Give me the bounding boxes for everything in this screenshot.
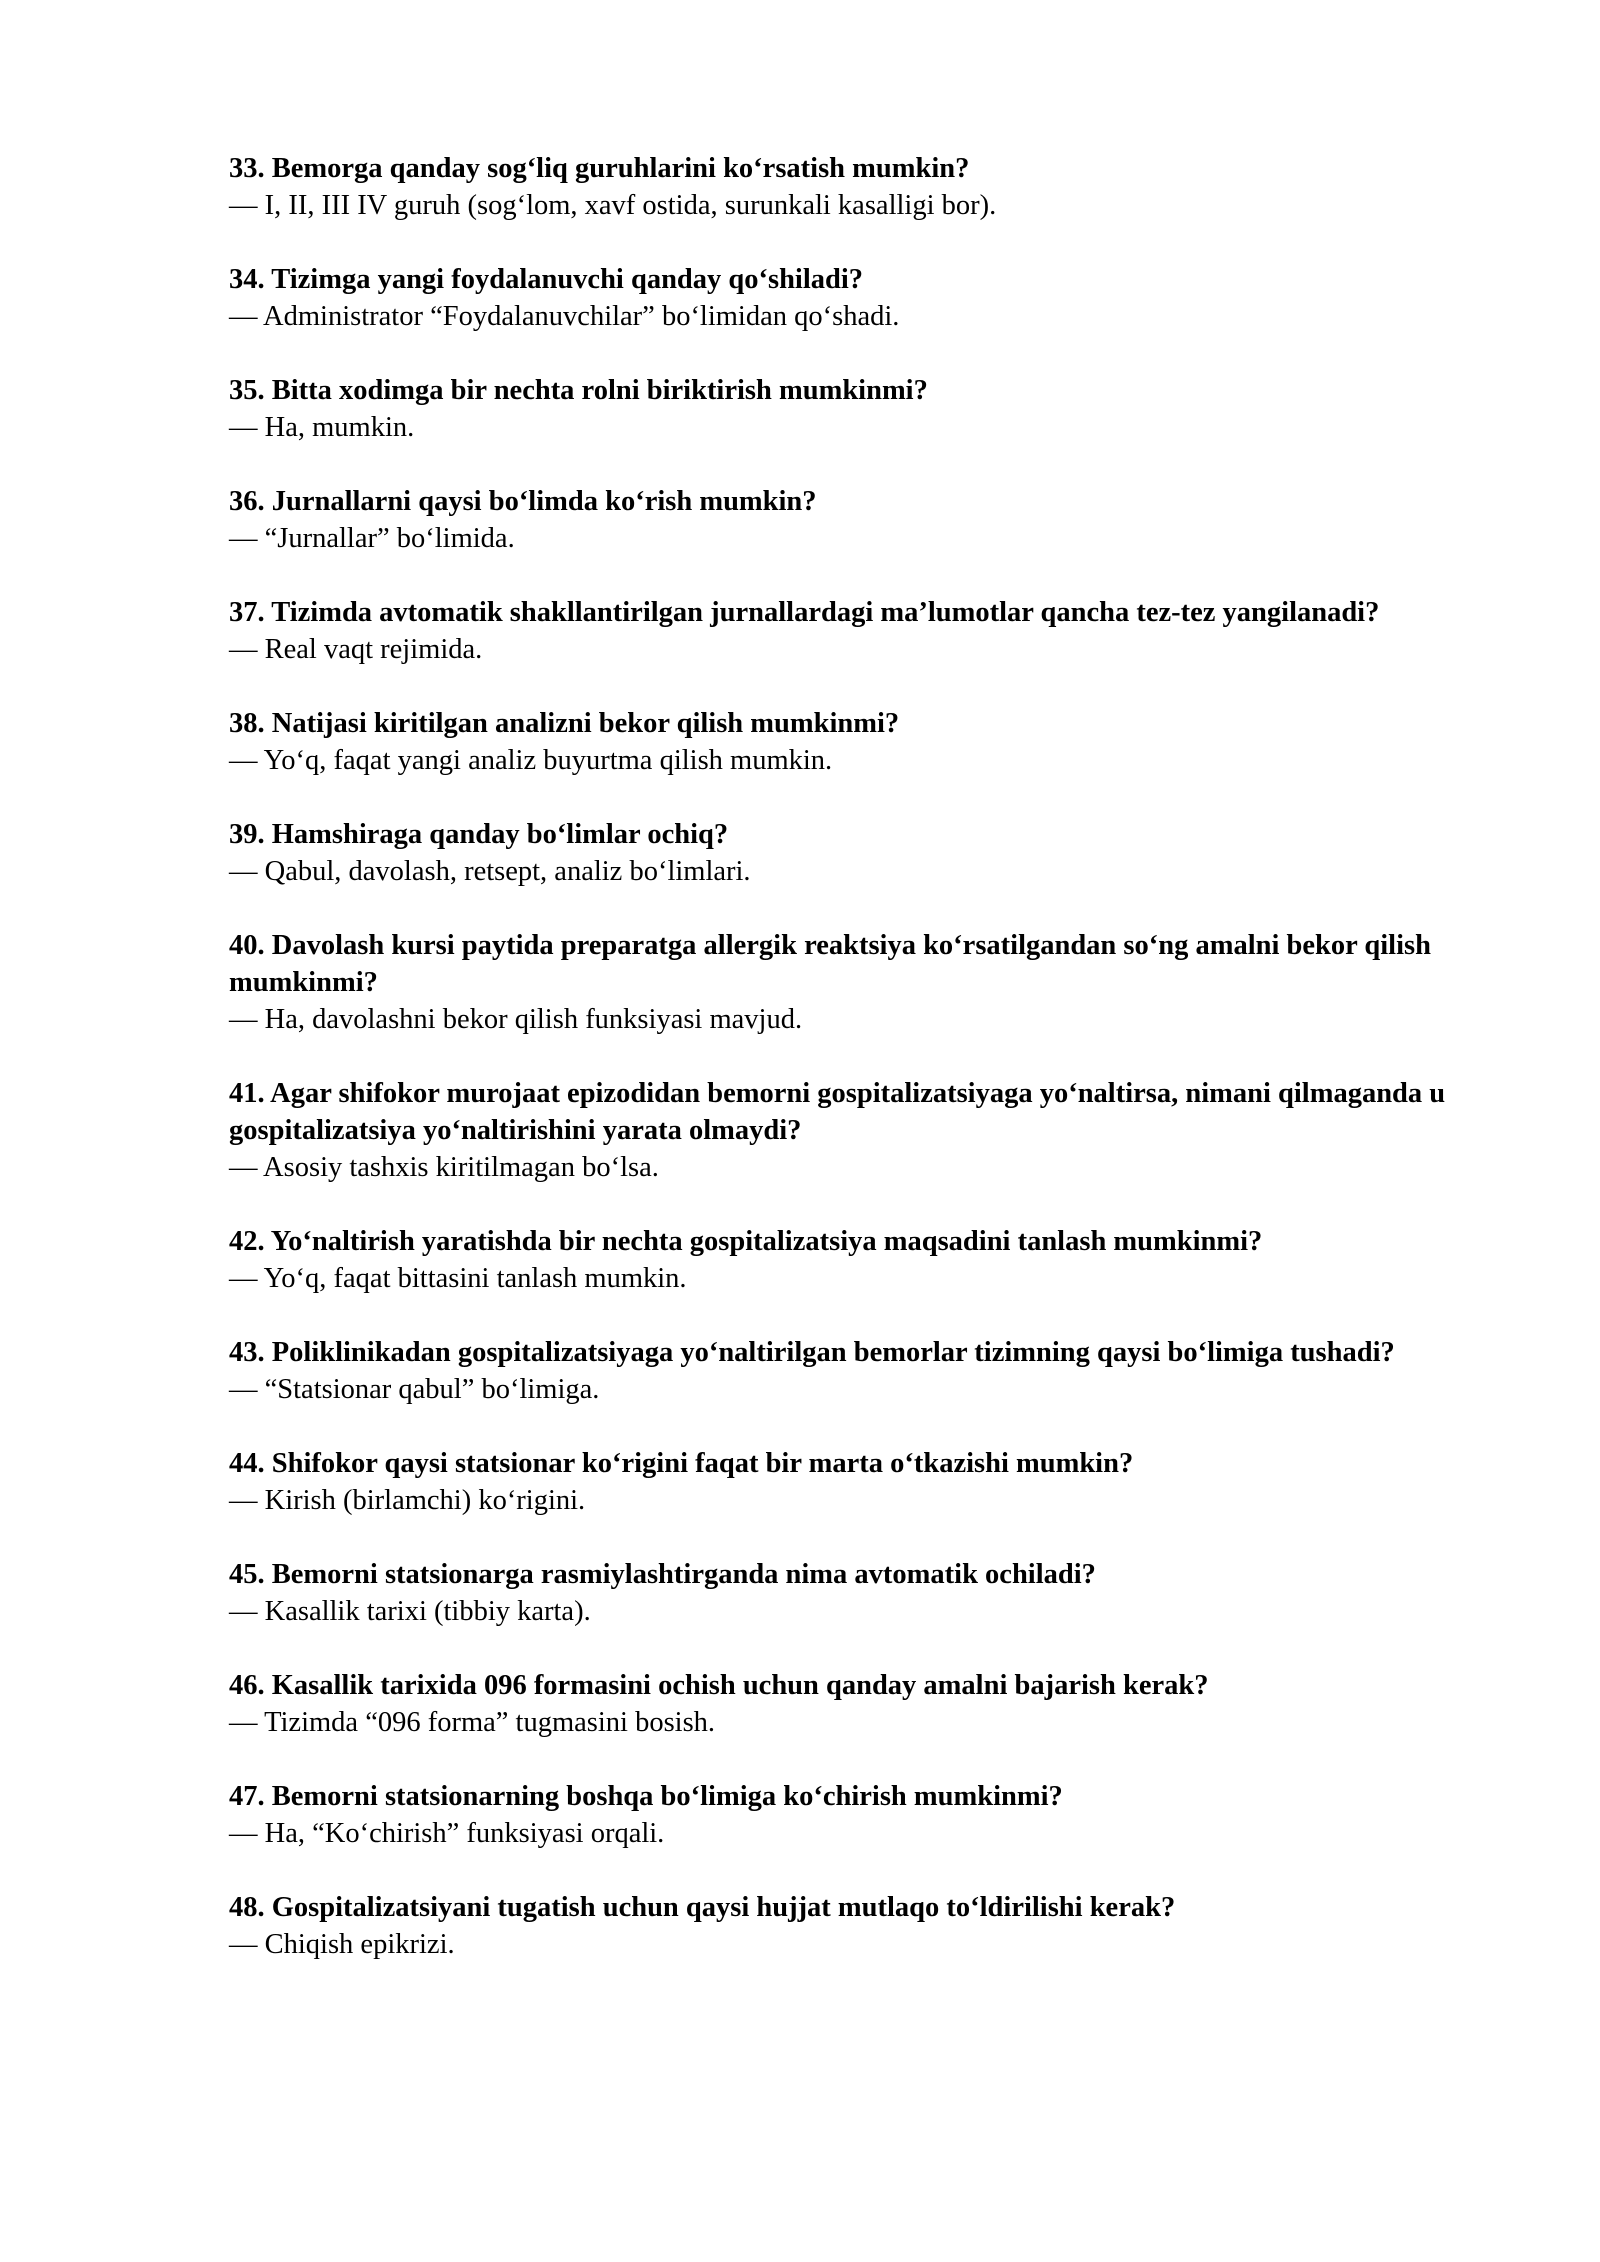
qa-item-33 [229,150,1454,224]
question-text: 40. Davolash kursi paytida preparatga allergik reaktsiya ko‘rsatilgandan so‘ng amalni bekor qilish mumkinmi? [229,930,1431,998]
qa-item-45 [229,1556,1454,1630]
answer-text: — Ha, mumkin. [229,412,415,443]
answer-text: — Kasallik tarixi (tibbiy karta). [229,1596,591,1627]
qa-item-34 [229,261,1454,335]
qa-item-40 [229,927,1454,1038]
answer-text: — Real vaqt rejimida. [229,634,483,665]
question-text: 34. Tizimga yangi foydalanuvchi qanday qo‘shiladi? [229,264,864,295]
qa-item-42 [229,1223,1454,1297]
answer-text: — Ha, “Ko‘chirish” funksiyasi orqali. [229,1818,665,1849]
question-text: 36. Jurnallarni qaysi bo‘limda ko‘rish mumkin? [229,486,817,517]
answer-text: — Qabul, davolash, retsept, analiz bo‘limlari. [229,856,751,887]
answer-text: — Ha, davolashni bekor qilish funksiyasi mavjud. [229,1004,803,1035]
question-text: 44. Shifokor qaysi statsionar ko‘rigini faqat bir marta o‘tkazishi mumkin? [229,1448,1134,1479]
answer-text: — Chiqish epikrizi. [229,1929,455,1960]
qa-item-38 [229,705,1454,779]
answer-text: — Kirish (birlamchi) ko‘rigini. [229,1485,586,1516]
qa-item-37 [229,594,1454,668]
answer-text: — Administrator “Foydalanuvchilar” bo‘limidan qo‘shadi. [229,301,900,332]
answer-text: — “Statsionar qabul” bo‘limiga. [229,1374,600,1405]
question-text: 39. Hamshiraga qanday bo‘limlar ochiq? [229,819,729,850]
document-page [229,150,1454,2000]
answer-text: — Tizimda “096 forma” tugmasini bosish. [229,1707,716,1738]
qa-item-43 [229,1334,1454,1408]
question-text: 47. Bemorni statsionarning boshqa bo‘limiga ko‘chirish mumkinmi? [229,1781,1063,1812]
question-text: 35. Bitta xodimga bir nechta rolni biriktirish mumkinmi? [229,375,928,406]
answer-text: — I, II, III IV guruh (sog‘lom, xavf ostida, surunkali kasalligi bor). [229,190,997,221]
qa-item-36 [229,483,1454,557]
question-text: 48. Gospitalizatsiyani tugatish uchun qaysi hujjat mutlaqo to‘ldirilishi kerak? [229,1892,1176,1923]
qa-item-46 [229,1667,1454,1741]
question-text: 33. Bemorga qanday sog‘liq guruhlarini ko‘rsatish mumkin? [229,153,970,184]
answer-text: — Asosiy tashxis kiritilmagan bo‘lsa. [229,1152,659,1183]
qa-item-48 [229,1889,1454,1963]
question-text: 45. Bemorni statsionarga rasmiylashtirganda nima avtomatik ochiladi? [229,1559,1096,1590]
qa-item-41 [229,1075,1454,1186]
qa-item-35 [229,372,1454,446]
question-text: 41. Agar shifokor murojaat epizodidan bemorni gospitalizatsiyaga yo‘naltirsa, nimani qilmaganda u gospitalizatsiya yo‘naltirishini yarata olmaydi? [229,1078,1446,1146]
question-text: 38. Natijasi kiritilgan analizni bekor qilish mumkinmi? [229,708,900,739]
question-text: 43. Poliklinikadan gospitalizatsiyaga yo‘naltirilgan bemorlar tizimning qaysi bo‘limiga tushadi? [229,1337,1395,1368]
answer-text: — Yo‘q, faqat bittasini tanlash mumkin. [229,1263,687,1294]
question-text: 42. Yo‘naltirish yaratishda bir nechta gospitalizatsiya maqsadini tanlash mumkinmi? [229,1226,1263,1257]
qa-item-44 [229,1445,1454,1519]
answer-text: — Yo‘q, faqat yangi analiz buyurtma qilish mumkin. [229,745,833,776]
question-text: 46. Kasallik tarixida 096 formasini ochish uchun qanday amalni bajarish kerak? [229,1670,1209,1701]
answer-text: — “Jurnallar” bo‘limida. [229,523,515,554]
qa-item-47 [229,1778,1454,1852]
question-text: 37. Tizimda avtomatik shakllantirilgan jurnallardagi ma’lumotlar qancha tez-tez yangilanadi? [229,597,1380,628]
qa-item-39 [229,816,1454,890]
